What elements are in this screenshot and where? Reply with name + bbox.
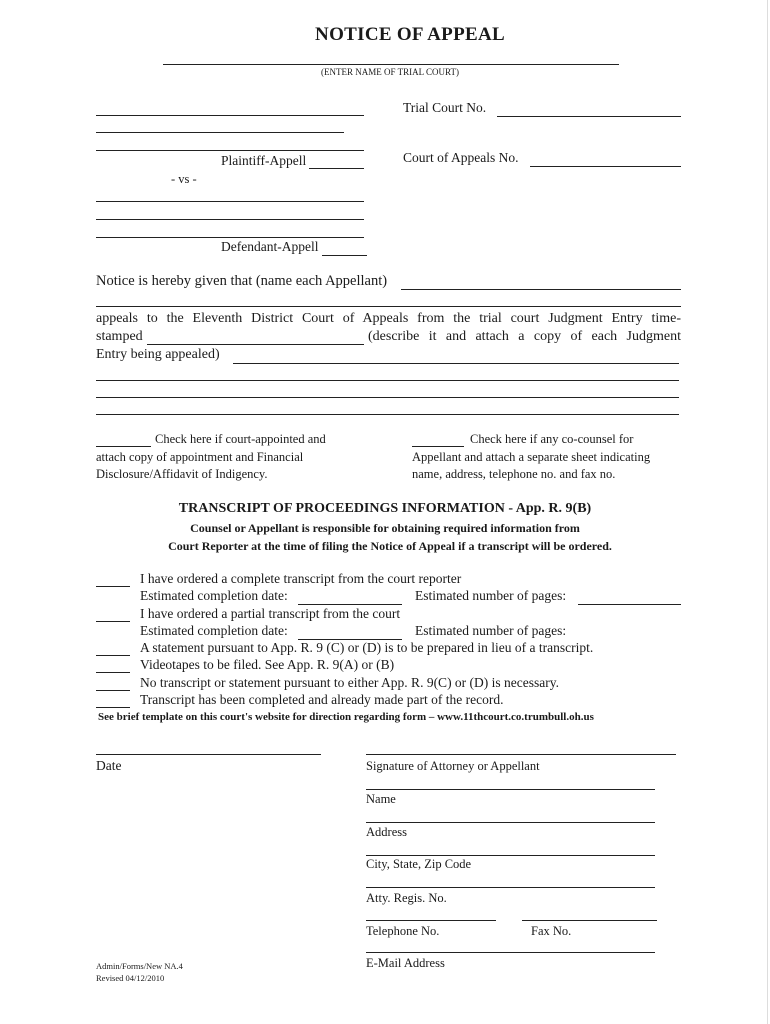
court-appointed-text-1: Check here if court-appointed and	[155, 432, 326, 446]
transcript-heading: TRANSCRIPT OF PROCEEDINGS INFORMATION - App. R. 9(B)	[178, 501, 592, 516]
entry-description-line-4[interactable]	[96, 414, 679, 415]
court-of-appeals-no-label: Court of Appeals No.	[403, 150, 519, 165]
describe-text: (describe it and attach a copy of each Judgment	[368, 329, 681, 344]
complete-transcript-text: I have ordered a complete transcript from the court reporter	[140, 571, 462, 586]
no-transcript-text: No transcript or statement pursuant to either App. R. 9(C) or (D) is necessary.	[140, 675, 560, 690]
statement-checkbox[interactable]	[96, 655, 130, 656]
entry-description-line-2[interactable]	[96, 380, 679, 381]
partial-transcript-checkbox[interactable]	[96, 621, 130, 622]
statement-text: A statement pursuant to App. R. 9 (C) or (D) is to be prepared in lieu of a transcript.	[140, 640, 594, 655]
co-counsel-checkbox[interactable]	[412, 446, 464, 447]
entry-label: Entry being appealed)	[96, 347, 220, 362]
plaintiff-label: Plaintiff-Appell	[221, 153, 307, 168]
stamped-date-field[interactable]	[147, 344, 364, 345]
email-field[interactable]	[366, 952, 655, 953]
partial-transcript-text: I have ordered a partial transcript from the court	[140, 606, 401, 621]
videotapes-text: Videotapes to be filed. See App. R. 9(A) or (B)	[140, 657, 395, 672]
complete-transcript-checkbox[interactable]	[96, 586, 130, 587]
plaintiff-suffix-line[interactable]	[309, 168, 364, 169]
est-pages-label-1: Estimated number of pages:	[415, 588, 567, 603]
form-id: Admin/Forms/New NA.4	[96, 961, 183, 971]
est-pages-field-1[interactable]	[578, 604, 681, 605]
defendant-line-1[interactable]	[96, 201, 364, 202]
date-field[interactable]	[96, 754, 321, 755]
form-title: NOTICE OF APPEAL	[315, 24, 505, 45]
court-appointed-text-2: attach copy of appointment and Financial	[96, 450, 304, 464]
co-counsel-text-2: Appellant and attach a separate sheet indicating	[412, 450, 651, 464]
trial-court-name-line[interactable]	[163, 64, 619, 65]
signature-field[interactable]	[366, 754, 676, 755]
address-label: Address	[366, 825, 407, 839]
plaintiff-line-1[interactable]	[96, 115, 364, 116]
date-label: Date	[96, 758, 122, 773]
entry-description-line-3[interactable]	[96, 397, 679, 398]
trial-court-no-label: Trial Court No.	[403, 100, 487, 115]
signature-label: Signature of Attorney or Appellant	[366, 759, 540, 773]
scan-edge	[767, 0, 768, 1024]
appellant-name-line-2[interactable]	[96, 306, 681, 307]
atty-regis-label: Atty. Regis. No.	[366, 891, 447, 905]
court-appointed-text-3: Disclosure/Affidavit of Indigency.	[96, 467, 268, 481]
trial-court-caption: (ENTER NAME OF TRIAL COURT)	[321, 67, 459, 77]
videotapes-checkbox[interactable]	[96, 672, 130, 673]
co-counsel-text-3: name, address, telephone no. and fax no.	[412, 467, 616, 481]
stamped-label: stamped	[96, 329, 143, 344]
city-state-zip-label: City, State, Zip Code	[366, 857, 472, 871]
transcript-subheading-1: Counsel or Appellant is responsible for obtaining required information from	[190, 521, 580, 535]
telephone-field[interactable]	[366, 920, 496, 921]
trial-court-no-field[interactable]	[497, 116, 681, 117]
est-completion-date-label-1: Estimated completion date:	[140, 588, 288, 603]
defendant-line-3[interactable]	[96, 237, 364, 238]
plaintiff-line-2[interactable]	[96, 132, 344, 133]
completed-transcript-text: Transcript has been completed and already made part of the record.	[140, 692, 504, 707]
name-label: Name	[366, 792, 396, 806]
notice-given-text: Notice is hereby given that (name each Appellant)	[96, 273, 388, 289]
name-field[interactable]	[366, 789, 655, 790]
entry-description-line-1[interactable]	[233, 363, 679, 364]
no-transcript-checkbox[interactable]	[96, 690, 130, 691]
transcript-subheading-2: Court Reporter at the time of filing the Notice of Appeal if a transcript will be ordered.	[168, 539, 612, 553]
plaintiff-line-3[interactable]	[96, 150, 364, 151]
brief-template-note: See brief template on this court's website for direction regarding form – www.11thcourt.co.trumbull.oh.us	[98, 711, 594, 723]
est-completion-date-label-2: Estimated completion date:	[140, 623, 288, 638]
defendant-suffix-line[interactable]	[322, 255, 367, 256]
versus-label: - vs -	[171, 172, 197, 186]
revised-date: Revised 04/12/2010	[96, 973, 165, 983]
fax-label: Fax No.	[531, 924, 572, 938]
est-completion-date-field-1[interactable]	[298, 604, 402, 605]
atty-regis-field[interactable]	[366, 887, 655, 888]
appeals-text: appeals to the Eleventh District Court of Appeals from the trial court Judgment Entry time-	[96, 311, 681, 326]
email-label: E-Mail Address	[366, 956, 445, 970]
telephone-label: Telephone No.	[366, 924, 440, 938]
appellant-name-field[interactable]	[401, 289, 681, 290]
court-of-appeals-no-field[interactable]	[530, 166, 681, 167]
co-counsel-text-1: Check here if any co-counsel for	[470, 432, 634, 446]
defendant-label: Defendant-Appell	[221, 239, 319, 254]
court-appointed-checkbox[interactable]	[96, 446, 151, 447]
est-pages-label-2: Estimated number of pages:	[415, 623, 567, 638]
address-field[interactable]	[366, 822, 655, 823]
fax-field[interactable]	[522, 920, 657, 921]
defendant-line-2[interactable]	[96, 219, 364, 220]
completed-transcript-checkbox[interactable]	[96, 707, 130, 708]
city-state-zip-field[interactable]	[366, 855, 655, 856]
